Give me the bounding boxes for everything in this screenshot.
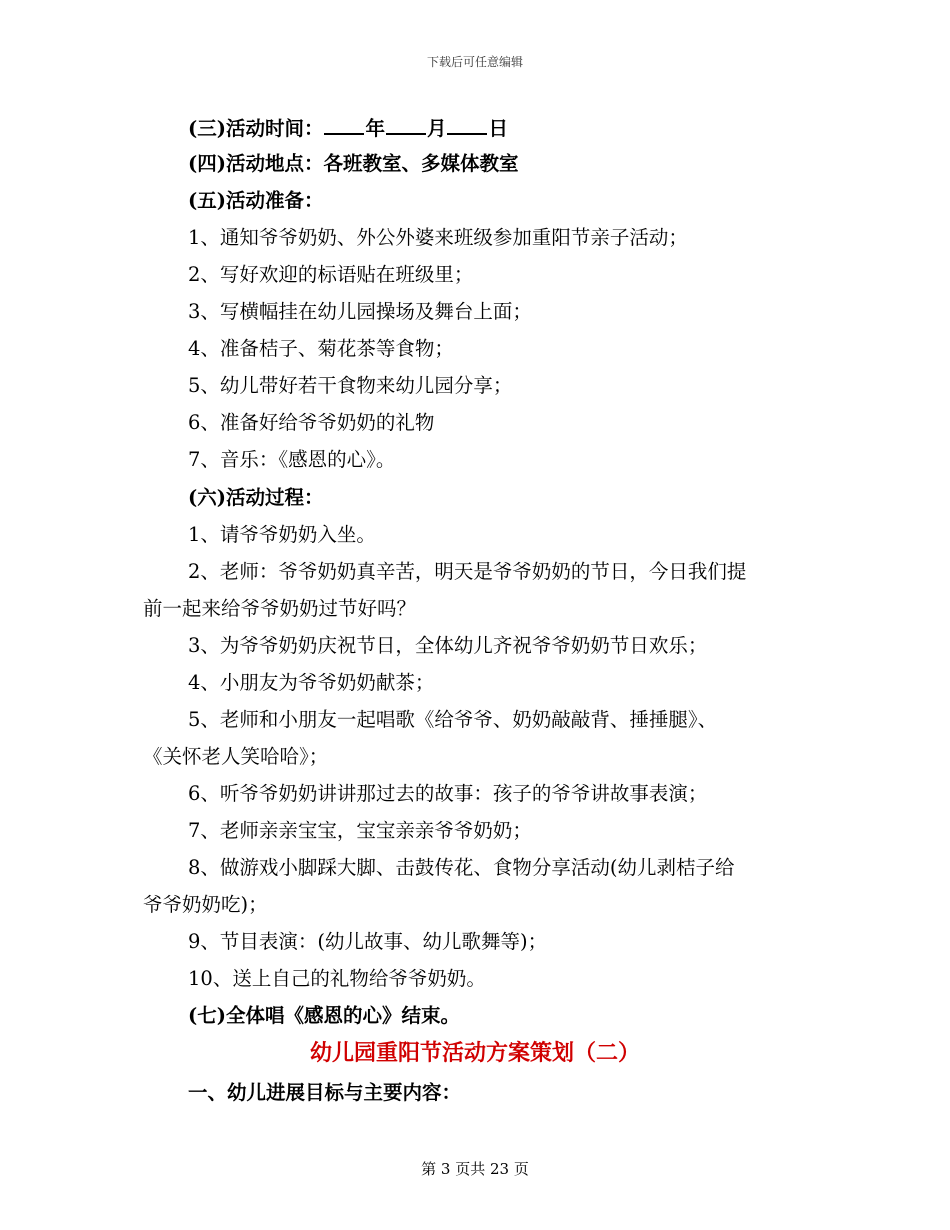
- day-blank: [447, 117, 487, 135]
- process-item: 10、送上自己的礼物给爷爷奶奶。: [188, 967, 486, 990]
- process-item: 3、为爷爷奶奶庆祝节日，全体幼儿齐祝爷爷奶奶节日欢乐；: [188, 634, 708, 657]
- activity-closing-heading: (七)全体唱《感恩的心》结束。: [188, 1004, 460, 1027]
- page-number-footer: 第 3 页共 23 页: [421, 1160, 529, 1178]
- process-item: 9、节目表演：(幼儿故事、幼儿歌舞等)；: [188, 930, 548, 953]
- prep-item: 2、写好欢迎的标语贴在班级里；: [188, 263, 474, 286]
- month-label: 月: [426, 117, 447, 140]
- page-header-note: 下载后可任意编辑: [426, 55, 523, 69]
- day-label: 日: [488, 117, 508, 140]
- process-item: 1、请爷爷奶奶入坐。: [188, 523, 376, 546]
- goals-subheading: 一、幼儿进展目标与主要内容：: [188, 1081, 462, 1104]
- activity-time-label: (三)活动时间：: [188, 117, 324, 140]
- process-item: 5、老师和小朋友一起唱歌《给爷爷、奶奶敲敲背、捶捶腿》、: [188, 708, 718, 731]
- process-item: 6、听爷爷奶奶讲讲那过去的故事：孩子的爷爷讲故事表演；: [188, 782, 708, 805]
- section-title: 幼儿园重阳节活动方案策划（二）: [309, 1040, 640, 1066]
- year-label: 年: [365, 117, 385, 140]
- year-blank: [324, 117, 364, 135]
- prep-item: 1、通知爷爷奶奶、外公外婆来班级参加重阳节亲子活动；: [188, 226, 688, 249]
- prep-item: 6、准备好给爷爷奶奶的礼物: [188, 411, 435, 434]
- prep-item: 7、音乐：《感恩的心》。: [188, 448, 396, 471]
- process-item-continuation: 前一起来给爷爷奶奶过节好吗？: [143, 597, 417, 620]
- process-item: 8、做游戏小脚踩大脚、击鼓传花、食物分享活动(幼儿剥桔子给: [188, 856, 735, 879]
- activity-preparation-heading: (五)活动准备：: [188, 189, 324, 212]
- process-item: 4、小朋友为爷爷奶奶献茶；: [188, 671, 435, 694]
- process-item-continuation: 《关怀老人笑哈哈》；: [143, 745, 329, 768]
- process-item: 2、老师：爷爷奶奶真辛苦，明天是爷爷奶奶的节日，今日我们提: [188, 560, 747, 583]
- process-item-continuation: 爷爷奶奶吃)；: [143, 893, 268, 916]
- prep-item: 3、写横幅挂在幼儿园操场及舞台上面；: [188, 300, 532, 323]
- activity-location-heading: (四)活动地点：各班教室、多媒体教室: [188, 152, 519, 175]
- activity-process-heading: (六)活动过程：: [188, 486, 324, 509]
- activity-time-line: [188, 117, 508, 139]
- prep-item: 5、幼儿带好若干食物来幼儿园分享；: [188, 374, 513, 397]
- prep-item: 4、准备桔子、菊花茶等食物；: [188, 337, 454, 360]
- process-item: 7、老师亲亲宝宝，宝宝亲亲爷爷奶奶；: [188, 819, 532, 842]
- month-blank: [386, 117, 426, 135]
